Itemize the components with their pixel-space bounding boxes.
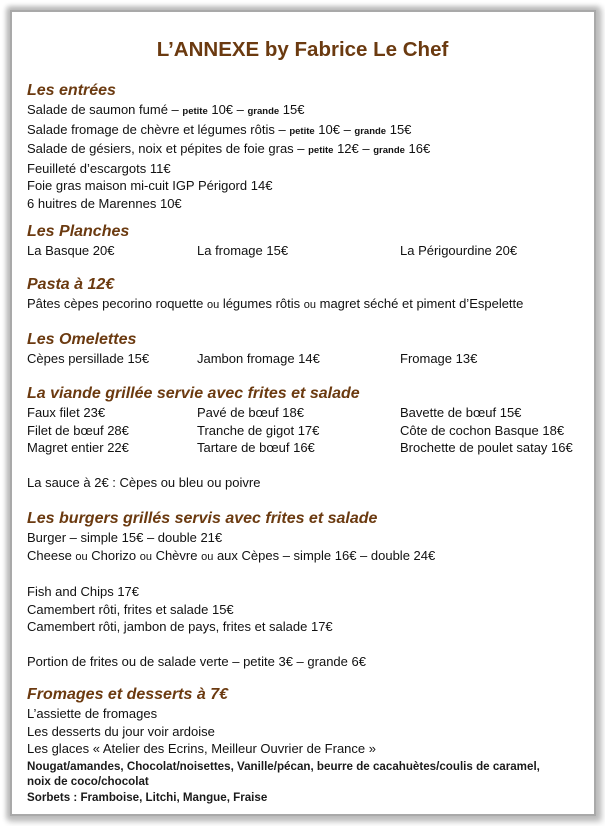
price: 10€ – bbox=[207, 102, 248, 117]
price: 10€ – bbox=[314, 121, 355, 137]
menu-item: Les desserts du jour voir ardoise bbox=[27, 723, 215, 739]
menu-item: Cèpes persillade 15€ bbox=[27, 351, 150, 366]
menu-item: Feuilleté d’escargots 11€ bbox=[27, 160, 171, 176]
price: 15€ bbox=[386, 121, 412, 137]
item-text: Cheese bbox=[27, 547, 76, 563]
price: 12€ – bbox=[333, 141, 374, 157]
size-label: petite bbox=[308, 145, 334, 157]
item-name: Salade fromage de chèvre et légumes rôtis – bbox=[27, 121, 290, 137]
section-omelettes bbox=[27, 330, 597, 368]
item-text: Pâtes cèpes pecorino roquette bbox=[27, 296, 207, 311]
menu-item: L’assiette de fromages bbox=[27, 706, 158, 721]
menu-item bbox=[27, 140, 430, 160]
menu-item: Burger – simple 15€ – double 21€ bbox=[27, 530, 223, 545]
section-planches bbox=[27, 222, 597, 260]
section-heading: Les entrées bbox=[27, 82, 116, 99]
menu-item bbox=[27, 121, 430, 141]
menu-item: Portion de frites ou de salade verte – petite 3€ – grande 6€ bbox=[27, 653, 366, 669]
item-text: magret séché et piment d’Espelette bbox=[316, 296, 524, 311]
section-heading: La viande grillée servie avec frites et salade bbox=[27, 385, 360, 402]
conjunction: ou bbox=[206, 299, 220, 311]
section-heading: Fromages et desserts à 7€ bbox=[27, 686, 228, 703]
menu-item: 6 huitres de Marennes 10€ bbox=[27, 195, 182, 211]
size-label: grande bbox=[373, 145, 405, 157]
size-label: grande bbox=[247, 106, 280, 117]
price: 16€ bbox=[404, 141, 431, 157]
menu-item: La Basque 20€ bbox=[27, 243, 115, 258]
restaurant-title: L’ANNEXE by Fabrice Le Chef bbox=[156, 38, 449, 61]
size-label: grande bbox=[354, 125, 387, 137]
flavor-list: Nougat/amandes, Chocolat/noisettes, Vanille/pécan, beurre de cacahuètes/coulis de caramel, bbox=[27, 759, 540, 773]
section-heading: Les Planches bbox=[27, 223, 130, 240]
menu-item: Foie gras maison mi-cuit IGP Périgord 14€ bbox=[27, 178, 273, 194]
menu-item: Les glaces « Atelier des Ecrins, Meilleur Ouvrier de France » bbox=[27, 741, 376, 757]
menu-row bbox=[27, 439, 597, 457]
menu-item: La Périgourdine 20€ bbox=[400, 243, 518, 258]
item-text: légumes rôtis bbox=[219, 296, 304, 311]
menu-item: Jambon fromage 14€ bbox=[197, 351, 320, 366]
menu-item: Tranche de gigot 17€ bbox=[197, 422, 320, 438]
menu-item: Faux filet 23€ bbox=[27, 405, 106, 420]
menu-row bbox=[27, 422, 597, 440]
menu-item: Bavette de bœuf 15€ bbox=[400, 405, 522, 420]
section-heading: Les burgers grillés servis avec frites et salade bbox=[27, 510, 378, 527]
menu-item: Fish and Chips 17€ bbox=[27, 584, 140, 600]
menu-item: Tartare de bœuf 16€ bbox=[197, 440, 315, 456]
flavor-list: noix de coco/chocolat bbox=[27, 775, 149, 789]
size-label: petite bbox=[182, 106, 208, 117]
sauce-note: La sauce à 2€ : Cèpes ou bleu ou poivre bbox=[27, 474, 261, 490]
menu-item: Camembert rôti, jambon de pays, frites et salade 17€ bbox=[27, 619, 333, 635]
item-name: Salade de saumon fumé – bbox=[27, 102, 183, 117]
section-desserts bbox=[27, 685, 540, 805]
menu-item: Camembert rôti, frites et salade 15€ bbox=[27, 601, 234, 617]
price: 15€ bbox=[279, 102, 305, 117]
item-name: Salade de gésiers, noix et pépites de foie gras – bbox=[27, 141, 309, 157]
menu-item bbox=[27, 295, 523, 315]
menu-item: Magret entier 22€ bbox=[27, 440, 129, 456]
conjunction: ou bbox=[139, 550, 152, 563]
menu-item: Côte de cochon Basque 18€ bbox=[400, 422, 565, 438]
item-text: Chèvre bbox=[151, 547, 202, 563]
section-heading: Pasta à 12€ bbox=[27, 276, 115, 293]
menu-item: Filet de bœuf 28€ bbox=[27, 422, 129, 438]
menu-item bbox=[27, 547, 435, 567]
section-viande bbox=[27, 384, 597, 491]
menu-row bbox=[27, 242, 597, 260]
menu-item: Brochette de poulet satay 16€ bbox=[400, 440, 573, 456]
menu-row bbox=[27, 350, 597, 368]
menu-item: Fromage 13€ bbox=[400, 351, 478, 366]
menu-item bbox=[27, 101, 430, 121]
section-heading: Les Omelettes bbox=[27, 331, 137, 348]
menu-row bbox=[27, 404, 597, 422]
conjunction: ou bbox=[201, 550, 214, 563]
menu-item: La fromage 15€ bbox=[197, 243, 289, 258]
item-text: Chorizo bbox=[87, 547, 140, 563]
item-text: aux Cèpes – simple 16€ – double 24€ bbox=[213, 547, 436, 563]
sorbet-list: Sorbets : Framboise, Litchi, Mangue, Fraise bbox=[27, 790, 268, 804]
size-label: petite bbox=[289, 125, 315, 137]
section-burgers bbox=[27, 509, 435, 671]
conjunction: ou bbox=[303, 299, 316, 311]
menu-item: Pavé de bœuf 18€ bbox=[197, 405, 304, 420]
section-pasta bbox=[27, 275, 523, 315]
conjunction: ou bbox=[75, 550, 88, 563]
section-entrees bbox=[27, 81, 430, 213]
